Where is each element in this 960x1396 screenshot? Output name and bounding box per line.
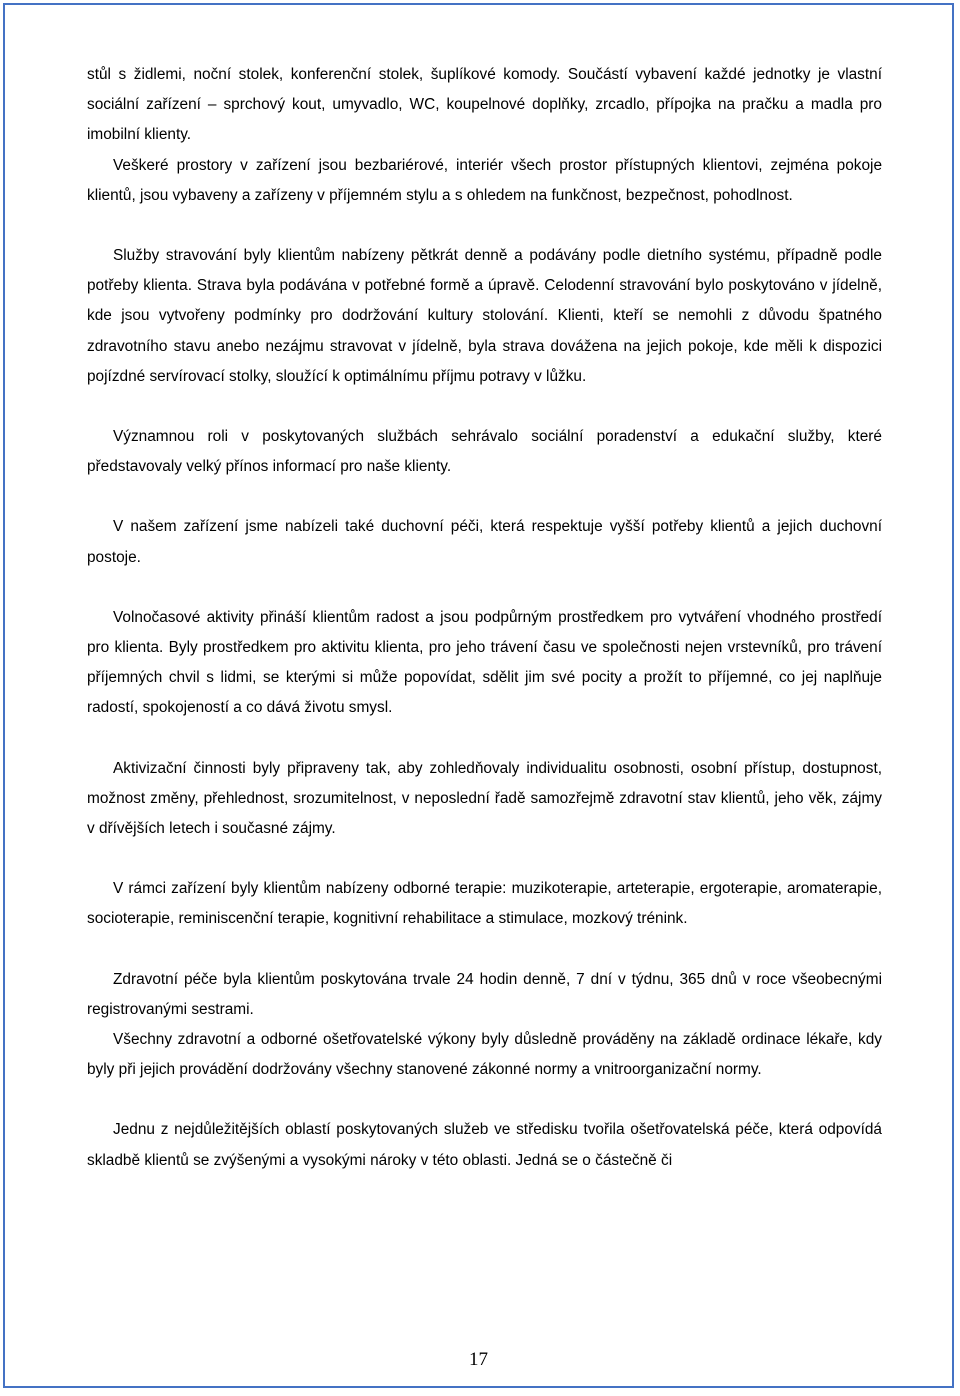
paragraph-10: Všechny zdravotní a odborné ošetřovatelské výkony byly důsledně prováděny na základě ordinace lékaře, kdy byly při jejich provádění dodržovány všechny stanovené zákonné normy a vnitroorganizační normy. <box>87 1031 882 1079</box>
document-body <box>87 60 882 1176</box>
paragraph-11: Jednu z nejdůležitějších oblastí poskytovaných služeb ve středisku tvořila ošetřovatelská péče, která odpovídá skladbě klientů se zvýšenými a vysokými nároky v této oblasti. Jedná se o částečně či <box>87 1121 882 1169</box>
paragraph-5: V našem zařízení jsme nabízeli také duchovní péči, která respektuje vyšší potřeby klientů a jejich duchovní postoje. <box>87 518 882 566</box>
paragraph-3: Služby stravování byly klientům nabízeny pětkrát denně a podávány podle dietního systému, případně podle potřeby klienta. Strava byla podávána v potřebné formě a úpravě. Celodenní stravování bylo poskytováno v jídelně, kde jsou vytvořeny podmínky pro dodržování kultury stolování. Klienti, kteří se nemohli z důvodu špatného zdravotního stavu anebo nezájmu stravovat v jídelně, byla strava dovážena na jejich pokoje, kde měli k dispozici pojízdné servírovací stolky, sloužící k optimálnímu příjmu potravy v lůžku. <box>87 247 882 385</box>
paragraph-1: stůl s židlemi, noční stolek, konferenční stolek, šuplíkové komody. Součástí vybavení každé jednotky je vlastní sociální zařízení – sprchový kout, umyvadlo, WC, koupelnové doplňky, zrcadlo, přípojka na pračku a madla pro imobilní klienty. <box>87 66 882 144</box>
document-page <box>3 3 954 1388</box>
paragraph-7: Aktivizační činnosti byly připraveny tak, aby zohledňovaly individualitu osobnosti, osobní přístup, dostupnost, možnost změny, přehlednost, srozumitelnost, v neposlední řadě samozřejmě zdravotní stav klientů, jeho věk, zájmy v dřívějších letech i současné zájmy. <box>87 759 882 838</box>
paragraph-9: Zdravotní péče byla klientům poskytována trvale 24 hodin denně, 7 dní v týdnu, 365 dnů v roce všeobecnými registrovanými sestrami. <box>87 970 882 1018</box>
page-number: 17 <box>469 1349 488 1370</box>
paragraph-8: V rámci zařízení byly klientům nabízeny odborné terapie: muzikoterapie, arteterapie, ergoterapie, aromaterapie, socioterapie, reminiscenční terapie, kognitivní rehabilitace a stimulace, mozkový trénink. <box>87 880 882 928</box>
paragraph-6: Volnočasové aktivity přináší klientům radost a jsou podpůrným prostředkem pro vytváření vhodného prostředí pro klienta. Byly prostředkem pro aktivitu klienta, pro jeho trávení času ve společnosti nejen vrstevníků, pro trávení příjemných chvil s lidmi, se kterými si může popovídat, sdělit jim své pocity a prožít to příjemné, co jej naplňuje radostí, spokojeností a co dává životu smysl. <box>87 608 882 717</box>
paragraph-4: Významnou roli v poskytovaných službách sehrávalo sociální poradenství a edukační služby, které představovaly velký přínos informací pro naše klienty. <box>87 428 882 476</box>
paragraph-2: Veškeré prostory v zařízení jsou bezbariérové, interiér všech prostor přístupných klientovi, zejména pokoje klientů, jsou vybaveny a zařízeny v příjemném stylu a s ohledem na funkčnost, bezpečnost, pohodlnost. <box>87 156 882 204</box>
